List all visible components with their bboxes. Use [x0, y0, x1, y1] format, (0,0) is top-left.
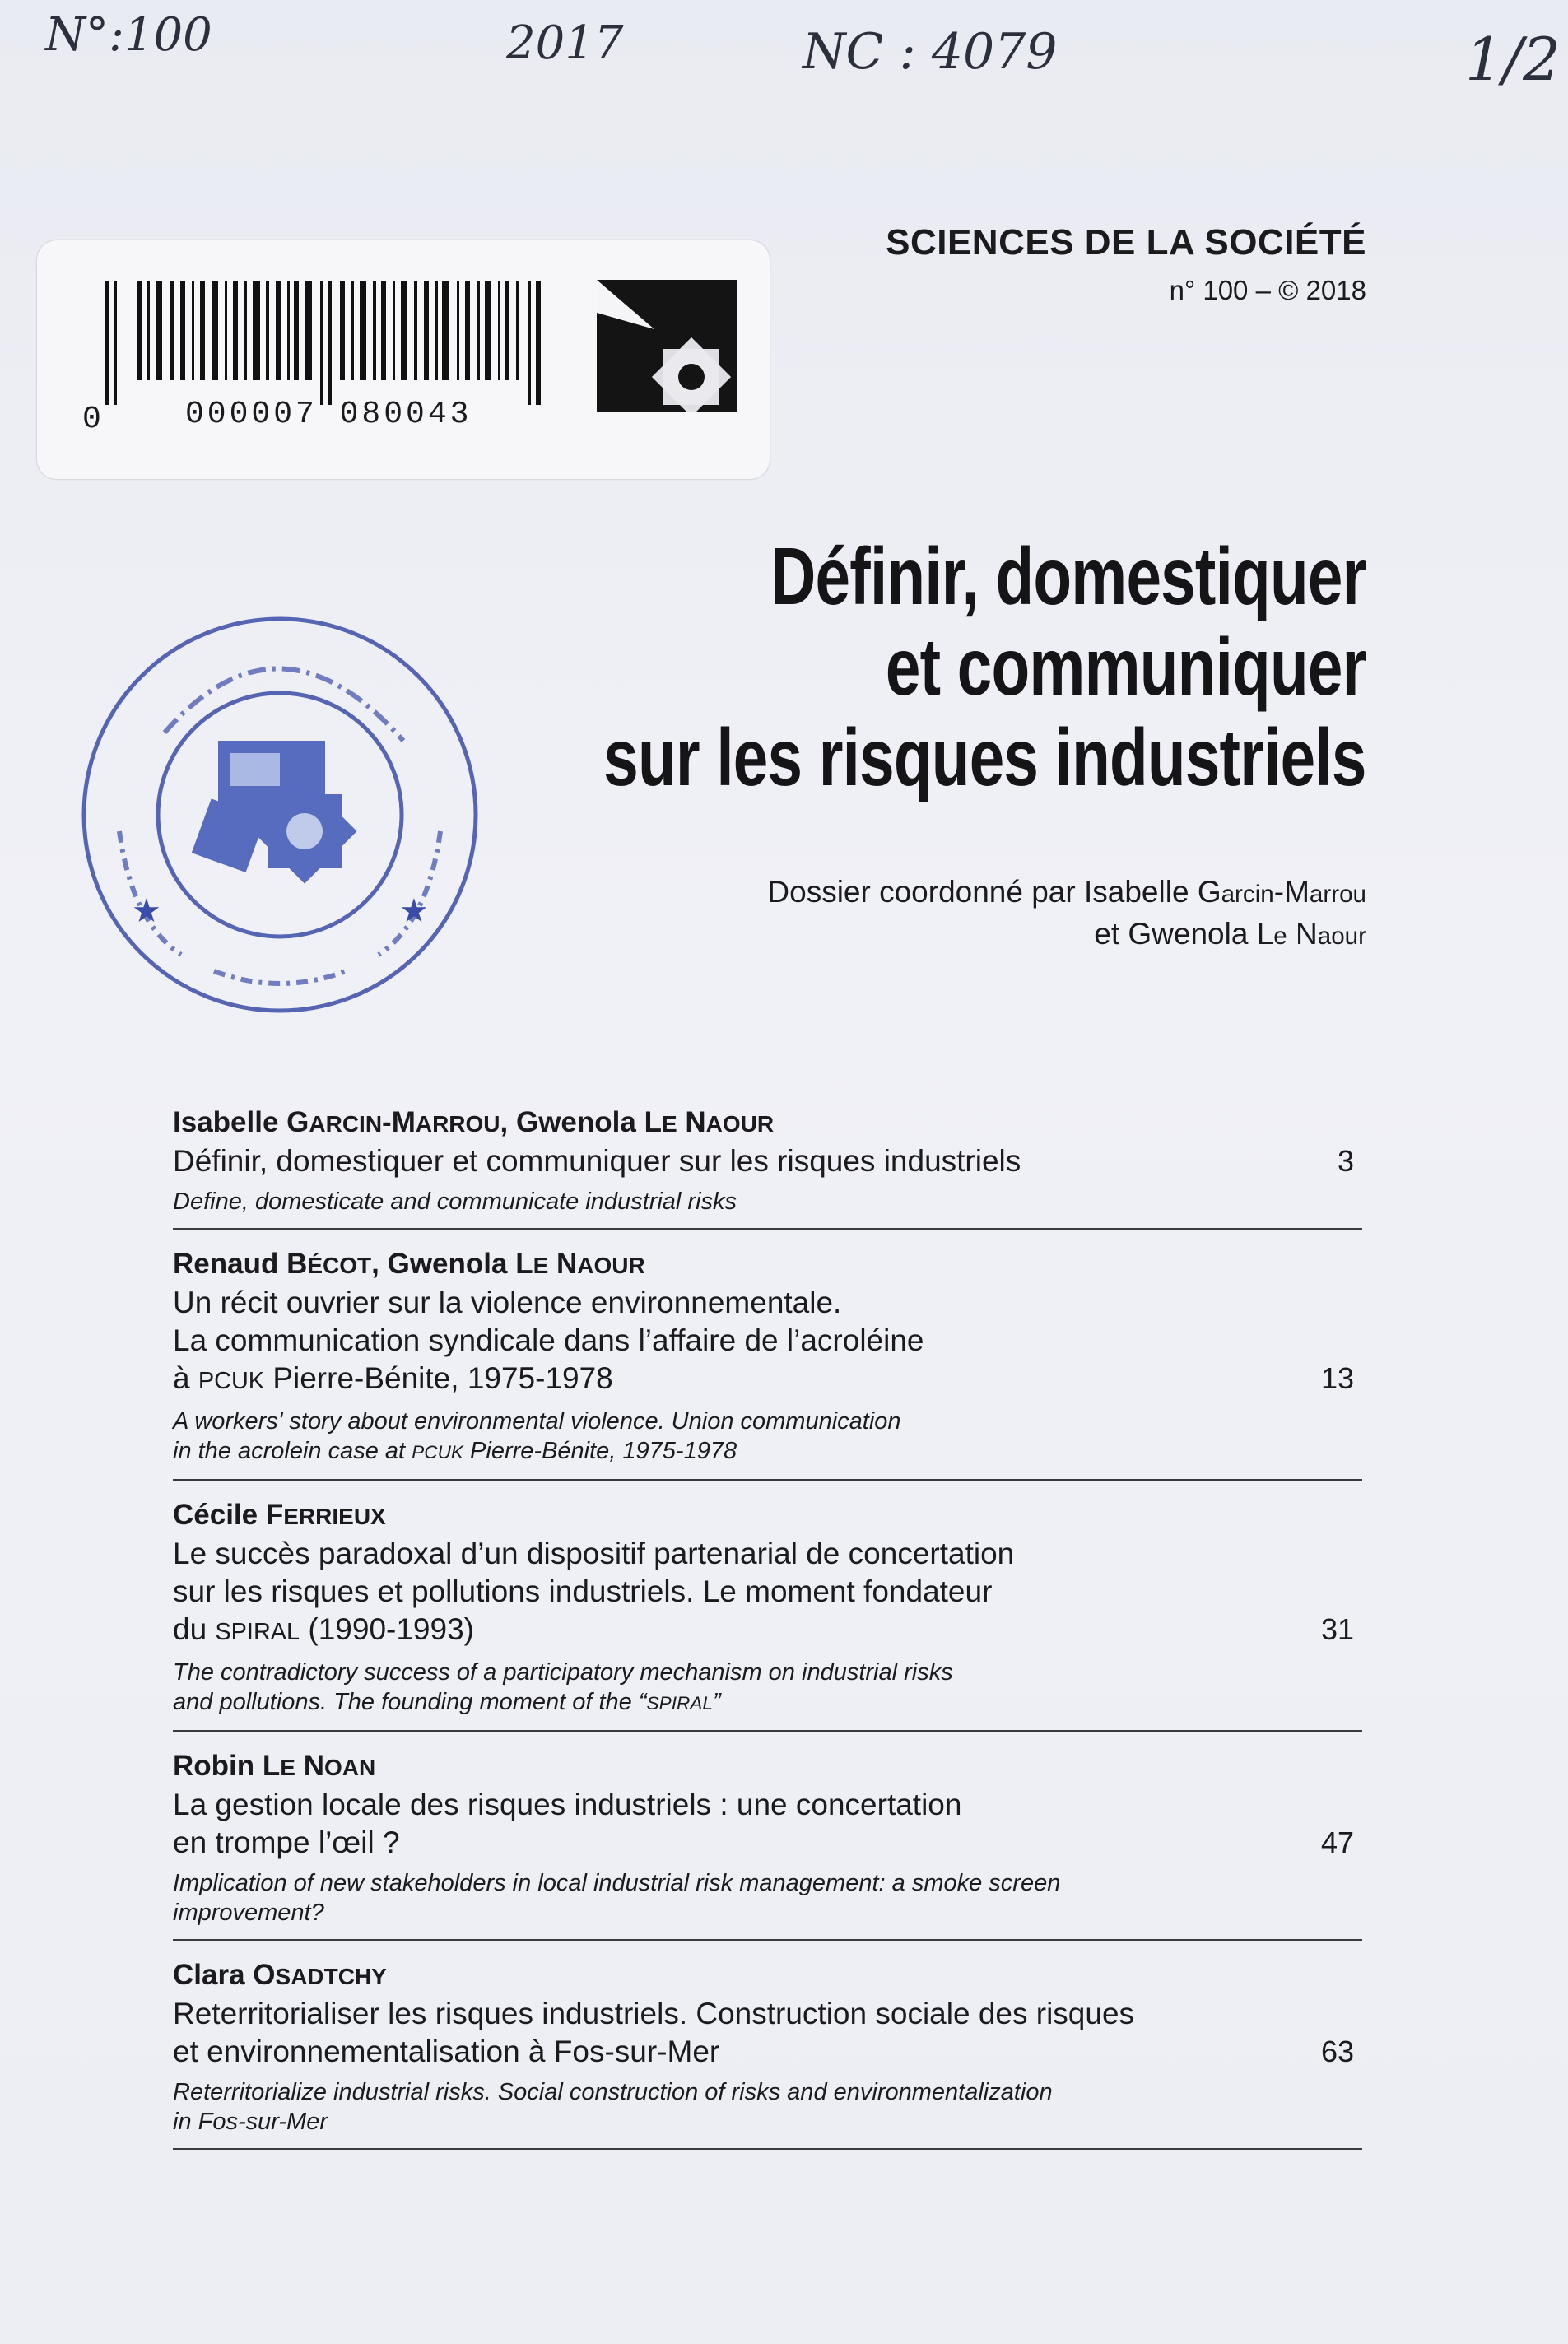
toc-article-title — [173, 1786, 1218, 1862]
dossier-title — [604, 531, 1366, 802]
toc-translation-line: improvement? — [173, 1900, 324, 1926]
toc-entry — [173, 1497, 1362, 1732]
title-line-2: et communiquer — [886, 621, 1366, 712]
toc-page-number: 47 — [1320, 1825, 1354, 1859]
toc-article-title — [173, 1142, 1218, 1180]
toc-english-title — [173, 1658, 1152, 1718]
barcode-icon — [105, 281, 598, 405]
coordinator-2-name: Le Naour — [1256, 917, 1366, 951]
toc-article-title — [173, 1284, 1218, 1400]
toc-translation-line: The contradictory success of a participatory mechanism on industrial risks — [173, 1659, 953, 1686]
toc-entry — [173, 1246, 1362, 1481]
svg-text:★: ★ — [399, 892, 429, 930]
barcode-digits: 000007 080043 — [185, 397, 472, 432]
title-line-1: Définir, domestiquer — [770, 531, 1366, 621]
toc-translation-line: A workers' story about environmental violence. Union communication — [173, 1408, 901, 1435]
toc-title-line: La communication syndicale dans l’affaire de l’acroléine — [173, 1323, 924, 1357]
handwritten-year: 2017 — [506, 16, 624, 70]
coordinator-prefix: Dossier coordonné par Isabelle — [767, 875, 1198, 909]
coordinator-1-name: Garcin-Marrou — [1197, 875, 1366, 909]
toc-english-title — [173, 1187, 1152, 1216]
toc-page-number: 3 — [1337, 1144, 1354, 1178]
toc-english-title — [173, 2077, 1152, 2137]
toc-title-line: Le succès paradoxal d’un dispositif partenarial de concertation — [173, 1537, 1015, 1570]
toc-title-line: et environnementalisation à Fos-sur-Mer — [173, 2035, 720, 2068]
handwritten-nc: NC : 4079 — [803, 23, 1058, 81]
toc-author: Isabelle GARCIN-MARROU, Gwenola LE NAOUR — [173, 1106, 775, 1138]
toc-author: Cécile FERRIEUX — [173, 1499, 386, 1531]
toc-translation-line: and pollutions. The founding moment of the “SPIRAL” — [173, 1689, 721, 1715]
table-of-contents — [173, 1105, 1362, 2166]
toc-author: Renaud BÉCOT, Gwenola LE NAOUR — [173, 1248, 645, 1280]
coordinators — [767, 872, 1366, 956]
toc-translation-line: in Fos-sur-Mer — [173, 2109, 328, 2135]
toc-translation-line: Implication of new stakeholders in local industrial risk management: a smoke screen — [173, 1870, 1061, 1896]
toc-page-number: 31 — [1320, 1612, 1354, 1646]
svg-text:★: ★ — [132, 892, 161, 930]
toc-title-line: La gestion locale des risques industriels : une concertation — [173, 1788, 962, 1821]
toc-article-title — [173, 1995, 1218, 2071]
coordinator-line2-prefix: et Gwenola — [1094, 917, 1257, 951]
toc-article-title — [173, 1535, 1218, 1651]
handwritten-number: N°:100 — [45, 8, 212, 62]
publisher-logo-icon — [597, 280, 737, 412]
toc-translation-line: Reterritorialize industrial risks. Social construction of risks and environmentalization — [173, 2079, 1053, 2105]
toc-title-line: Reterritorialiser les risques industriels. Construction sociale des risques — [173, 1997, 1135, 2030]
coordinator-line-2 — [767, 914, 1366, 956]
library-stamp-icon — [74, 609, 486, 1021]
journal-header — [886, 222, 1366, 306]
toc-page-number: 63 — [1320, 2035, 1354, 2068]
toc-entry — [173, 1957, 1362, 2150]
toc-entry — [173, 1748, 1362, 1941]
toc-english-title — [173, 1407, 1152, 1467]
toc-title-line: Définir, domestiquer et communiquer sur les risques industriels — [173, 1144, 1021, 1178]
toc-title-line: en trompe l’œil ? — [173, 1825, 400, 1859]
toc-title-line: Un récit ouvrier sur la violence environnementale. — [173, 1286, 842, 1319]
toc-title-line: à PCUK Pierre-Bénite, 1975-1978 — [173, 1361, 613, 1395]
journal-name: SCIENCES DE LA SOCIÉTÉ — [886, 222, 1366, 263]
toc-entry — [173, 1105, 1362, 1230]
toc-author: Robin LE NOAN — [173, 1750, 376, 1782]
toc-translation-line: in the acrolein case at PCUK Pierre-Bénite, 1975-1978 — [173, 1438, 737, 1464]
coordinator-line-1 — [767, 872, 1366, 914]
toc-english-title — [173, 1868, 1152, 1928]
toc-author: Clara OSADTCHY — [173, 1959, 387, 1991]
toc-title-line: du SPIRAL (1990-1993) — [173, 1612, 474, 1646]
toc-translation-line: Define, domesticate and communicate industrial risks — [173, 1188, 737, 1215]
title-line-3: sur les risques industriels — [603, 712, 1366, 802]
toc-title-line: sur les risques et pollutions industriels. Le moment fondateur — [173, 1574, 993, 1608]
toc-page-number: 13 — [1320, 1361, 1354, 1395]
barcode-leading-digit: 0 — [82, 402, 101, 437]
handwritten-fraction: 1/2 — [1465, 25, 1561, 94]
barcode-sticker — [37, 240, 770, 479]
journal-issue: n° 100 – © 2018 — [1169, 275, 1366, 305]
